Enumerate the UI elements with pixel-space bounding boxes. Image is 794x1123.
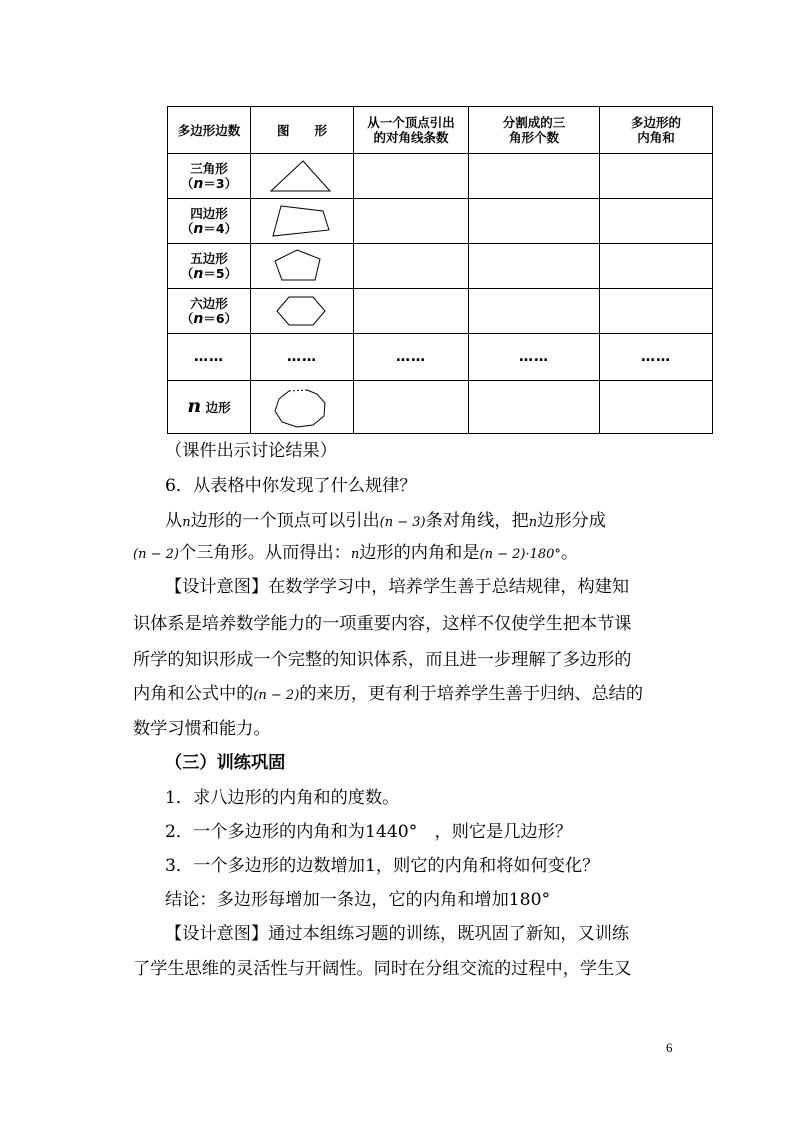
- formula: (n − 2)·180°: [479, 547, 561, 562]
- header-triangles: 分割成的三 角形个数: [469, 107, 600, 154]
- formula: (n − 3): [379, 515, 426, 530]
- diagonals-cell: [354, 381, 469, 434]
- header-diagonals: 从一个顶点引出 的对角线条数: [354, 107, 469, 154]
- hexagon-icon: [267, 292, 337, 330]
- table-row-ellipsis: [168, 334, 713, 381]
- table-header-row: [168, 107, 713, 154]
- design-intent-2-line: 【设计意图】通过本组练习题的训练，既巩固了新知，又训练: [165, 924, 630, 944]
- table-row: [168, 199, 713, 244]
- table-row: [168, 289, 713, 334]
- quadrilateral-icon: [267, 200, 337, 242]
- ellipsis-cell: ……: [168, 334, 251, 381]
- formula: (n − 2): [253, 688, 300, 703]
- ellipsis-cell: ……: [251, 334, 354, 381]
- row-label: 五边形 （n＝5）: [168, 244, 251, 289]
- table-row-n-gon: [168, 381, 713, 434]
- rule-line-1: 从n边形的一个顶点可以引出(n − 3)条对角线，把n边形分成: [165, 511, 606, 531]
- angle-sum-cell: [600, 244, 713, 289]
- exercise-2: 2．一个多边形的内角和为1440° ，则它是几边形？: [165, 822, 573, 842]
- angle-sum-cell: [600, 381, 713, 434]
- angle-sum-cell: [600, 289, 713, 334]
- header-figure: 图 形: [251, 107, 354, 154]
- ellipsis-cell: ……: [469, 334, 600, 381]
- angle-sum-cell: [600, 154, 713, 199]
- diagonals-cell: [354, 289, 469, 334]
- triangles-cell: [469, 199, 600, 244]
- shape-cell: [251, 289, 354, 334]
- design-intent-2-line: 了学生思维的灵活性与开阔性。同时在分组交流的过程中，学生又: [133, 959, 632, 979]
- ellipsis-cell: ……: [600, 334, 713, 381]
- formula: (n − 2): [133, 547, 179, 562]
- angle-sum-cell: [600, 199, 713, 244]
- triangles-cell: [469, 244, 600, 289]
- header-angle-sum: 多边形的 内角和: [600, 107, 713, 154]
- design-intent-1-line: 内角和公式中的(n − 2)的来历，更有利于培养学生善于归纳、总结的: [133, 684, 644, 704]
- shape-cell: [251, 199, 354, 244]
- row-label: 四边形 （n＝4）: [168, 199, 251, 244]
- rule-line-2: (n − 2)个三角形。从而得出：n边形的内角和是(n − 2)·180°。: [133, 543, 579, 563]
- table-row: [168, 244, 713, 289]
- shape-cell: [251, 244, 354, 289]
- n-gon-icon: [267, 385, 337, 429]
- page-number: 6: [666, 1040, 673, 1055]
- diagonals-cell: [354, 244, 469, 289]
- conclusion: 结论：多边形每增加一条边，它的内角和增加180°: [165, 890, 551, 910]
- header-sides: 多边形边数: [168, 107, 251, 154]
- triangle-icon: [267, 156, 337, 196]
- triangles-cell: [469, 289, 600, 334]
- courseware-note: （课件出示讨论结果）: [165, 441, 337, 461]
- diagonals-cell: [354, 199, 469, 244]
- table-row: [168, 154, 713, 199]
- pentagon-icon: [267, 246, 337, 286]
- polygon-table: [167, 106, 713, 434]
- ellipsis-cell: ……: [354, 334, 469, 381]
- design-intent-1-line: 识体系是培养数学能力的一项重要内容，这样不仅使学生把本节课: [133, 614, 632, 634]
- exercise-1: 1．求八边形的内角和的度数。: [165, 788, 400, 808]
- section-heading: （三）训练巩固: [165, 753, 286, 773]
- row-label: n 边形: [168, 381, 251, 434]
- shape-cell: [251, 381, 354, 434]
- diagonals-cell: [354, 154, 469, 199]
- triangles-cell: [469, 154, 600, 199]
- design-intent-1-line: 【设计意图】在数学学习中，培养学生善于总结规律，构建知: [165, 577, 630, 597]
- question-6: 6．从表格中你发现了什么规律？: [165, 476, 417, 496]
- shape-cell: [251, 154, 354, 199]
- row-label: 三角形 （n＝3）: [168, 154, 251, 199]
- triangles-cell: [469, 381, 600, 434]
- design-intent-1-line: 所学的知识形成一个完整的知识体系，而且进一步理解了多边形的: [133, 650, 632, 670]
- exercise-3: 3．一个多边形的边数增加1，则它的内角和将如何变化？: [165, 856, 600, 876]
- design-intent-1-line: 数学习惯和能力。: [133, 719, 271, 739]
- row-label: 六边形 （n＝6）: [168, 289, 251, 334]
